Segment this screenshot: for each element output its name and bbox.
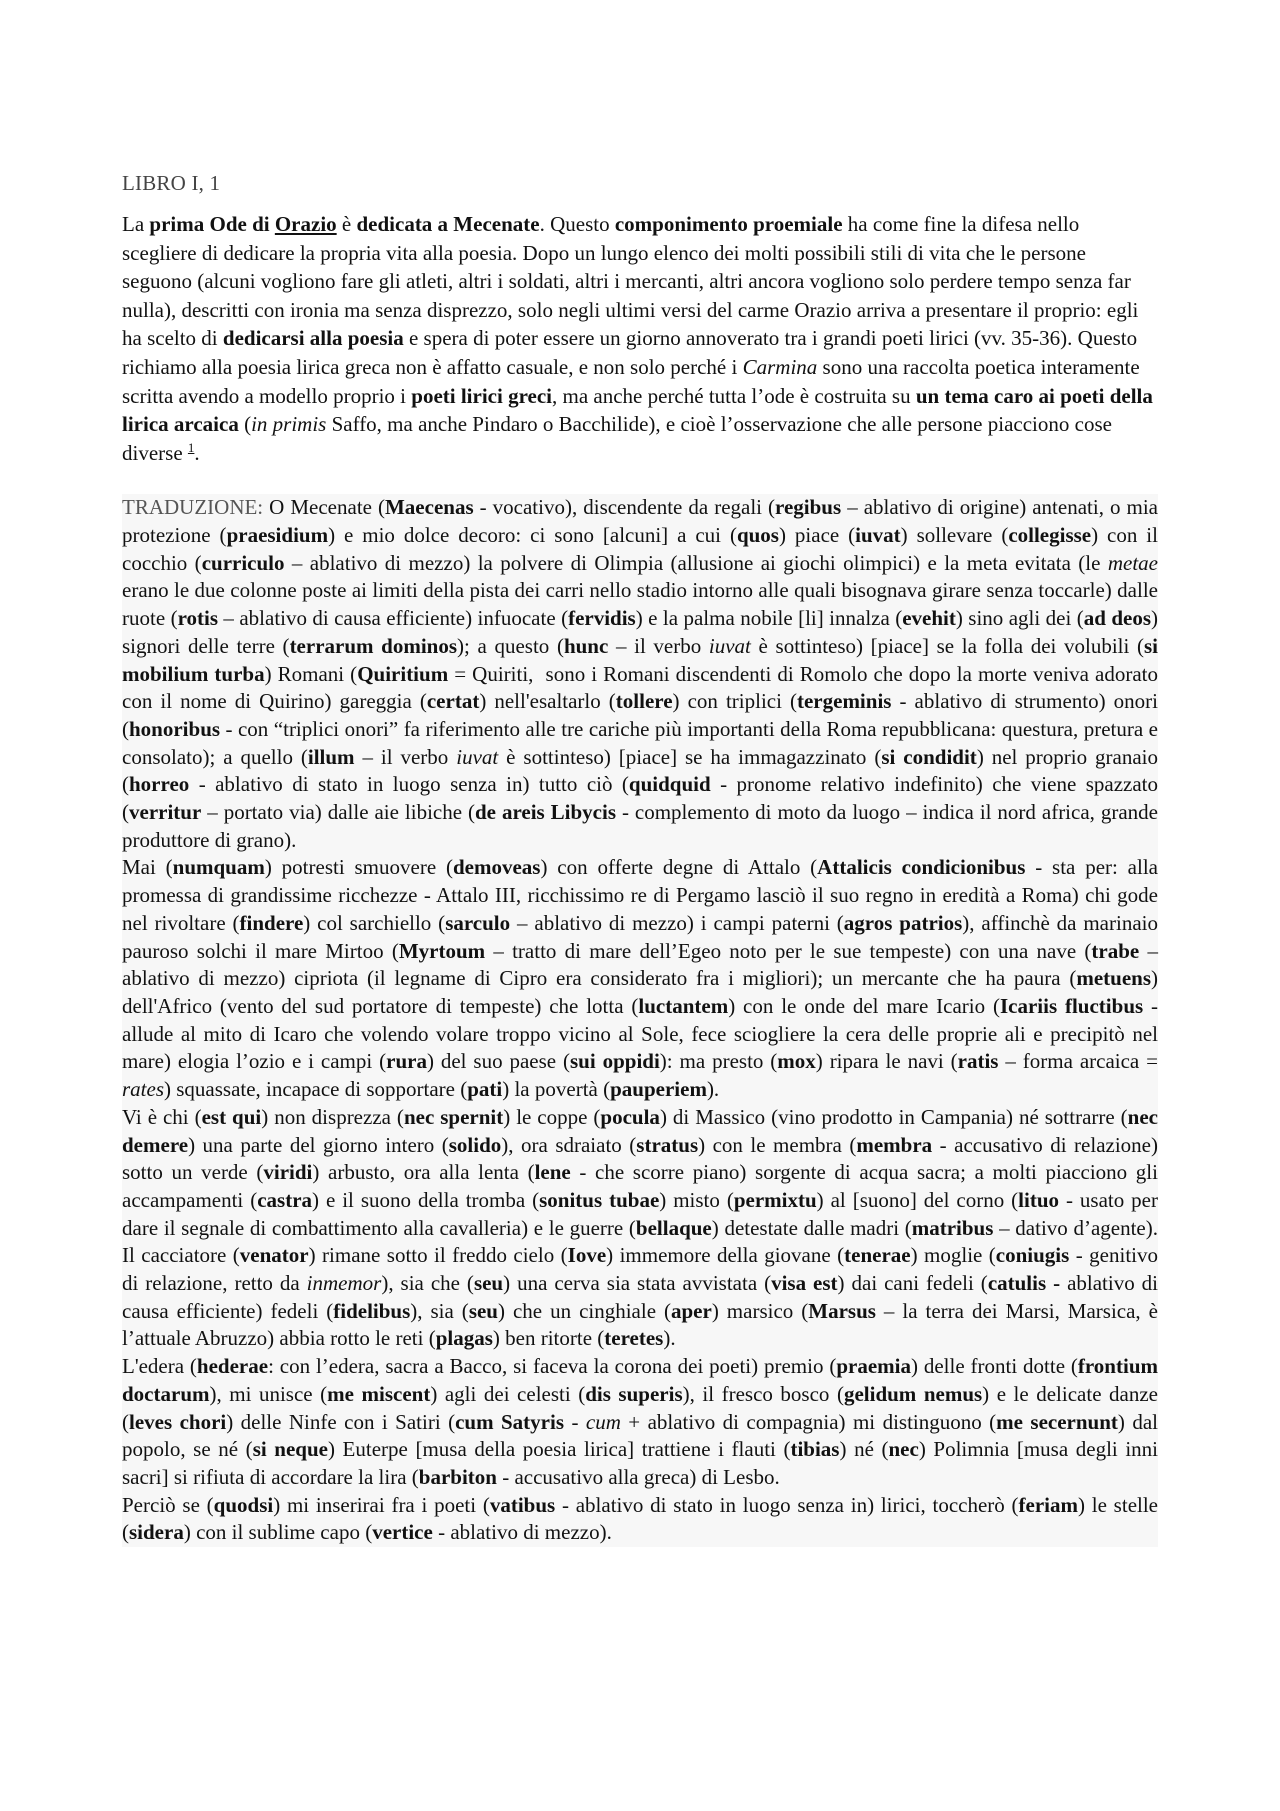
translation-paragraph: Vi è chi (est qui) non disprezza (nec spernit) le coppe (pocula) di Massico (vino prodotto in Campania) né sottrarre (nec demere) una parte del giorno intero (solido), ora sdraiato (stratus) con le membra (membra - accusativo di relazione) sotto un verde (viridi) arbusto, ora alla lenta (lene - che scorre piano) sorgente di acqua sacra; a molti piacciono gli accampamenti (castra) e il suono della tromba (sonitus tubae) misto (permixtu) al [suono] del corno (lituo - usato per dare il segnale di combattimento alla cavalleria) e le guerre (bellaque) detestate dalle madri (matribus – dativo d’agente). Il cacciatore (venator) rimane sotto il freddo cielo (Iove) immemore della giovane (tenerae) moglie (coniugis - genitivo di relazione, retto da inmemor), sia che (seu) una cerva sia stata avvistata (visa est) dai cani fedeli (catulis - ablativo di causa efficiente) fedeli (fidelibus), sia (seu) che un cinghiale (aper) marsico (Marsus – la terra dei Marsi, Marsica, è l’attuale Abruzzo) abbia rotto le reti (plagas) ben ritorte (teretes). [122,1104,1159,1351]
intro-paragraph: La prima Ode di Orazio è dedicata a Mecenate. Questo componimento proemiale ha come fine la difesa nello scegliere di dedicare la propria vita alla poesia. Dopo un lungo elenco dei molti possibili stili di vita che le persone seguono (alcuni vogliono fare gli atleti, altri i soldati, altri i mercanti, altri ancora vogliono solo perdere tempo senza far nulla), descritti con ironia ma senza disprezzo, solo negli ultimi versi del carme Orazio arriva a presentare il proprio: egli ha scelto di dedicarsi alla poesia e spera di poter essere un giorno annoverato tra i grandi poeti lirici (vv. 35-36). Questo richiamo alla poesia lirica greca non è affatto casuale, e non solo perché i Carmina sono una raccolta poetica interamente scritta avendo a modello proprio i poeti lirici greci, ma anche perché tutta l’ode è costruita su un tema caro ai poeti della lirica arcaica (in primis Saffo, ma anche Pindaro o Bacchilide), e cioè l’osservazione che alle persone piacciono cose diverse $^1$. [122,212,1153,465]
translation-label: TRADUZIONE: [122,495,264,520]
translation-paragraph: TRADUZIONE: O Mecenate (Maecenas - vocativo), discendente da regali (regibus – ablativo di origine) antenati, o mia protezione (praesidium) e mio dolce decoro: ci sono [alcuni] a cui (quos) piace (iuvat) sollevare (collegisse) con il cocchio (curriculo – ablativo di mezzo) la polvere di Olimpia (allusione ai giochi olimpici) e la meta evitata (le metae erano le due colonne poste ai limiti della pista dei carri nello stadio intorno alle quali bisognava girare senza toccarle) dalle ruote (rotis – ablativo di causa efficiente) infuocate (fervidis) e la palma nobile [li] innalza (evehit) sino agli dei (ad deos) signori delle terre (terrarum dominos); a questo (hunc – il verbo iuvat è sottinteso) [piace] se la folla dei volubili (si mobilium turba) Romani (Quiritium = Quiriti, sono i Romani discendenti di Romolo che dopo la morte veniva adorato con il nome di Quirino) gareggia (certat) nell'esaltarlo (tollere) con triplici (tergeminis - ablativo di strumento) onori (honoribus - con “triplici onori” fa riferimento alle tre cariche più importanti della Roma repubblicana: questura, pretura e consolato); a quello (illum – il verbo iuvat è sottinteso) [piace] se ha immagazzinato (si condidit) nel proprio granaio (horreo - ablativo di stato in luogo senza in) tutto ciò (quidquid - pronome relativo indefinito) che viene spazzato (verritur – portato via) dalle aie libiche (de areis Libycis - complemento di moto da luogo – indica il nord africa, grande produttore di grano). [122,495,1159,852]
translation-paragraph: Perciò se (quodsi) mi inserirai fra i poeti (vatibus - ablativo di stato in luogo senza in) lirici, toccherò (feriam) le stelle (sidera) con il sublime capo (vertice - ablativo di mezzo). [122,1492,1159,1545]
translation-paragraph: L'edera (hederae: con l’edera, sacra a Bacco, si faceva la corona dei poeti) premio (praemia) delle fronti dotte (frontium doctarum), mi unisce (me miscent) agli dei celesti (dis superis), il fresco bosco (gelidum nemus) e le delicate danze (leves chori) delle Ninfe con i Satiri (cum Satyris - cum + ablativo di compagnia) mi distinguono (me secernunt) dal popolo, se né (si neque) Euterpe [musa della poesia lirica] trattiene i flauti (tibias) né (nec) Polimnia [musa degli inni sacri] si rifiuta di accordare la lira (barbiton - accusativo alla greca) di Lesbo. [122,1354,1159,1489]
translation-section [122,494,1158,1547]
footnote-link[interactable]: 1 [187,439,195,455]
translation-paragraph: Mai (numquam) potresti smuovere (demoveas) con offerte degne di Attalo (Attalicis condicionibus - sta per: alla promessa di grandissime ricchezze - Attalo III, ricchissimo re di Pergamo lasciò il suo regno in eredità a Roma) chi gode nel rivoltare (findere) col sarchiello (sarculo – ablativo di mezzo) i campi paterni (agros patrios), affinchè da marinaio pauroso solchi il mare Mirtoo (Myrtoum – tratto di mare dell’Egeo noto per le sue tempeste) con una nave (trabe – ablativo di mezzo) cipriota (il legname di Cipro era considerato fra i migliori); un mercante che ha paura (metuens) dell'Africo (vento del sud portatore di tempeste) che lotta (luctantem) con le onde del mare Icario (Icariis fluctibus - allude al mito di Icaro che volendo volare troppo vicino al Sole, fece sciogliere la cera delle proprie ali e precipitò nel mare) elogia l’ozio e i campi (rura) del suo paese (sui oppidi): ma presto (mox) ripara le navi (ratis – forma arcaica = rates) squassate, incapace di sopportare (pati) la povertà (pauperiem). [122,855,1159,1102]
page-heading: LIBRO I, 1 [122,171,221,195]
document-page [122,170,1158,1547]
